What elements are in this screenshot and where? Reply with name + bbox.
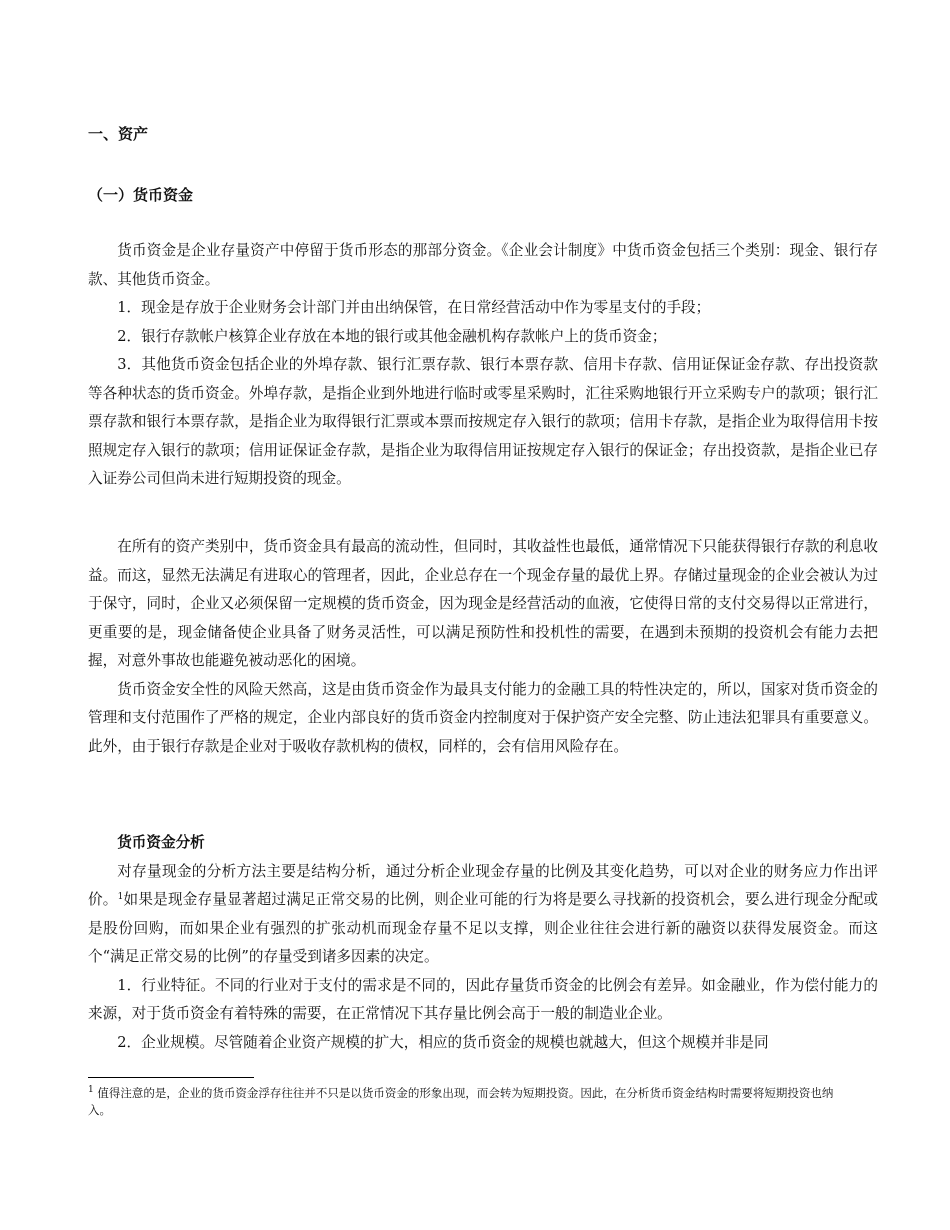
- analysis-text-b: 如果是现金存量显著超过满足正常交易的比例，则企业可能的行为将是要么寻找新的投资机会，要么进行现金分配或是股份回购，而如果企业有强烈的扩张动机而现金存量不足以支撑，则企业往往会进行新的融资以获得发展资金。而这个“满足正常交易的比例”的存量受到诸多因素的决定。: [88, 891, 878, 965]
- intro-paragraph: 货币资金是企业存量资产中停留于货币形态的那部分资金。《企业会计制度》中货币资金包括三个类别：现金、银行存款、其他货币资金。: [88, 242, 878, 288]
- factor-industry: 1．行业特征。不同的行业对于支付的需求是不同的，因此存量货币资金的比例会有差异。如金融业，作为偿付能力的来源，对于货币资金有着特殊的需要，在正常情况下其存量比例会高于一般的制造业企业。: [88, 976, 878, 1022]
- discussion-block: [88, 533, 878, 761]
- footnote: [88, 1085, 848, 1119]
- list-item-bank-deposit: 2．银行存款帐户核算企业存放在本地的银行或其他金融机构存款帐户上的货币资金；: [117, 327, 667, 345]
- subsection-heading: （一）货币资金: [88, 186, 194, 204]
- analysis-paragraph: [88, 858, 878, 972]
- definition-block: [88, 237, 878, 494]
- footnote-reference: 1: [117, 892, 124, 902]
- footnote-separator: [88, 1077, 254, 1078]
- footnote-number: 1: [88, 1085, 94, 1095]
- analysis-heading: 货币资金分析: [117, 834, 205, 851]
- list-item-other-funds: 3．其他货币资金包括企业的外埠存款、银行汇票存款、银行本票存款、信用卡存款、信用证保证金存款、存出投资款等各种状态的货币资金。外埠存款，是指企业到外地进行临时或零星采购时，汇往采购地银行开立采购专户的款项；银行汇票存款和银行本票存款，是指企业为取得银行汇票或本票而按规定存入银行的款项；信用卡存款，是指企业为取得信用卡按照规定存入银行的款项；信用证保证金存款，是指企业为取得信用证按规定存入银行的保证金；存出投资款，是指企业已存入证券公司但尚未进行短期投资的现金。: [88, 356, 878, 487]
- analysis-block: [88, 829, 878, 1057]
- analysis-text-a: 对存量现金的分析方法主要是结构分析，通过分析企业现金存量的比例及其变化趋势，可以对企业的财务应力作出评价。: [88, 862, 878, 908]
- factor-scale: 2．企业规模。尽管随着企业资产规模的扩大，相应的货币资金的规模也就越大，但这个规模并非是同: [117, 1033, 769, 1051]
- section-heading: 一、资产: [88, 125, 149, 143]
- risk-paragraph: 货币资金安全性的风险天然高，这是由货币资金作为最具支付能力的金融工具的特性决定的，所以，国家对货币资金的管理和支付范围作了严格的规定，企业内部良好的货币资金内控制度对于保护资产安全完整、防止违法犯罪具有重要意义。此外，由于银行存款是企业对于吸收存款机构的债权，同样的，会有信用风险存在。: [88, 680, 878, 755]
- liquidity-paragraph: 在所有的资产类别中，货币资金具有最高的流动性，但同时，其收益性也最低，通常情况下只能获得银行存款的利息收益。而这，显然无法满足有进取心的管理者，因此，企业总存在一个现金存量的最优上界。存储过量现金的企业会被认为过于保守，同时，企业又必须保留一定规模的货币资金，因为现金是经营活动的血液，它使得日常的支付交易得以正常进行，更重要的是，现金储备使企业具备了财务灵活性，可以满足预防性和投机性的需要，在遇到未预期的投资机会有能力去把握，对意外事故也能避免被动恶化的困境。: [88, 538, 878, 669]
- footnote-text: 值得注意的是，企业的货币资金浮存往往并不只是以货币资金的形象出现，而会转为短期投资。因此，在分析货币资金结构时需要将短期投资也纳入。: [88, 1086, 834, 1117]
- list-item-cash: 1．现金是存放于企业财务会计部门并由出纳保管，在日常经营活动中作为零星支付的手段；: [117, 299, 711, 316]
